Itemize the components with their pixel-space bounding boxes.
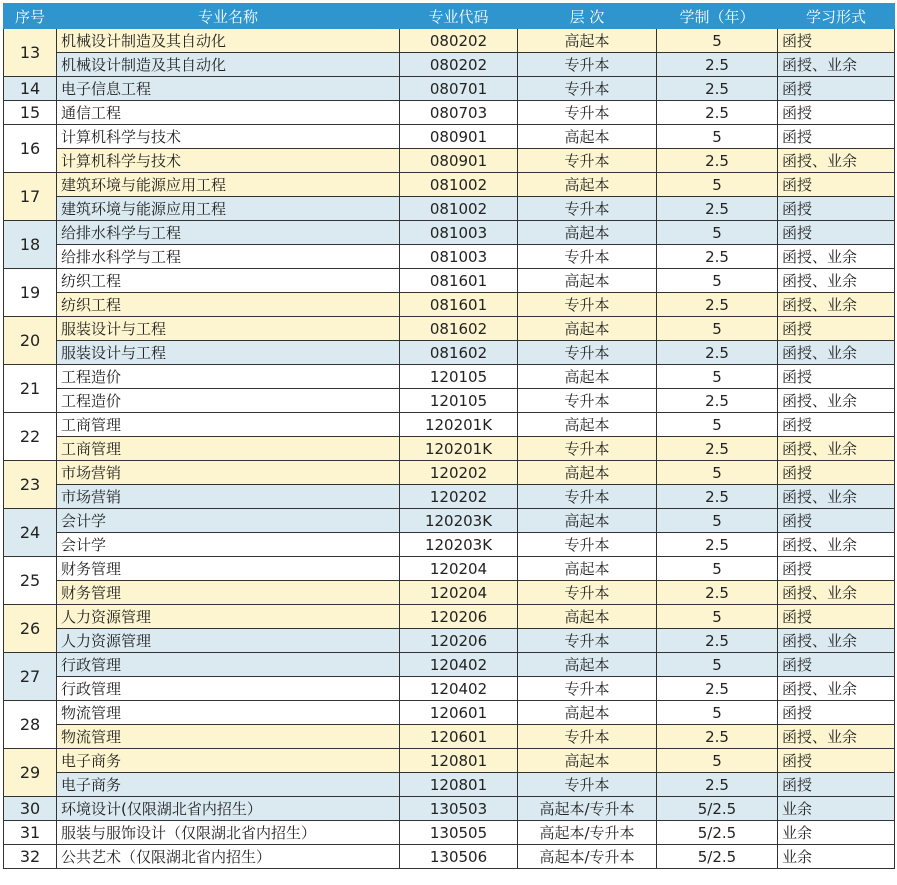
level: 专升本 — [518, 677, 657, 701]
table-row — [4, 389, 895, 413]
level: 专升本 — [518, 341, 657, 365]
study-form: 函授 — [778, 365, 895, 389]
major-name: 市场营销 — [57, 461, 400, 485]
major-code: 120801 — [400, 749, 518, 773]
header-study-form: 学习形式 — [778, 4, 895, 29]
level: 高起本/专升本 — [518, 797, 657, 821]
major-code: 120402 — [400, 653, 518, 677]
header-major-name: 专业名称 — [57, 4, 400, 29]
duration: 2.5 — [657, 533, 778, 557]
duration: 5 — [657, 221, 778, 245]
table-row — [4, 725, 895, 749]
major-name: 服装与服饰设计（仅限湖北省内招生） — [57, 821, 400, 845]
major-code: 120203K — [400, 509, 518, 533]
major-code: 120801 — [400, 773, 518, 797]
study-form: 函授、业余 — [778, 341, 895, 365]
level: 专升本 — [518, 581, 657, 605]
major-code: 120202 — [400, 485, 518, 509]
level: 高起本 — [518, 29, 657, 53]
study-form: 函授、业余 — [778, 293, 895, 317]
row-number: 26 — [4, 605, 57, 653]
duration: 5/2.5 — [657, 821, 778, 845]
duration: 2.5 — [657, 293, 778, 317]
study-form: 函授、业余 — [778, 269, 895, 293]
major-code: 130505 — [400, 821, 518, 845]
major-name: 财务管理 — [57, 557, 400, 581]
level: 高起本 — [518, 317, 657, 341]
duration: 5 — [657, 413, 778, 437]
duration: 2.5 — [657, 485, 778, 509]
major-name: 电子商务 — [57, 773, 400, 797]
table-row — [4, 749, 895, 773]
table-row — [4, 773, 895, 797]
study-form: 函授、业余 — [778, 437, 895, 461]
duration: 5/2.5 — [657, 845, 778, 869]
table-row — [4, 77, 895, 101]
duration: 2.5 — [657, 581, 778, 605]
row-number: 17 — [4, 173, 57, 221]
study-form: 函授、业余 — [778, 149, 895, 173]
level: 高起本/专升本 — [518, 845, 657, 869]
major-name: 给排水科学与工程 — [57, 221, 400, 245]
duration: 5/2.5 — [657, 797, 778, 821]
duration: 2.5 — [657, 149, 778, 173]
level: 专升本 — [518, 629, 657, 653]
duration: 5 — [657, 557, 778, 581]
table-row — [4, 365, 895, 389]
duration: 5 — [657, 605, 778, 629]
duration: 5 — [657, 509, 778, 533]
row-number: 20 — [4, 317, 57, 365]
major-code: 120201K — [400, 413, 518, 437]
study-form: 函授 — [778, 317, 895, 341]
duration: 5 — [657, 29, 778, 53]
major-code: 080901 — [400, 149, 518, 173]
table-row — [4, 341, 895, 365]
study-form: 函授、业余 — [778, 53, 895, 77]
major-code: 120601 — [400, 725, 518, 749]
duration: 5 — [657, 125, 778, 149]
study-form: 函授 — [778, 29, 895, 53]
table-row — [4, 629, 895, 653]
table-row — [4, 269, 895, 293]
major-name: 纺织工程 — [57, 269, 400, 293]
row-number: 24 — [4, 509, 57, 557]
study-form: 函授 — [778, 461, 895, 485]
study-form: 函授 — [778, 413, 895, 437]
major-name: 计算机科学与技术 — [57, 149, 400, 173]
header-level: 层 次 — [518, 4, 657, 29]
study-form: 函授 — [778, 77, 895, 101]
major-name: 计算机科学与技术 — [57, 125, 400, 149]
table-row — [4, 821, 895, 845]
duration: 2.5 — [657, 773, 778, 797]
duration: 2.5 — [657, 437, 778, 461]
row-number: 19 — [4, 269, 57, 317]
header-row — [4, 4, 895, 29]
major-code: 120202 — [400, 461, 518, 485]
study-form: 函授、业余 — [778, 389, 895, 413]
table-row — [4, 53, 895, 77]
row-number: 28 — [4, 701, 57, 749]
study-form: 业余 — [778, 845, 895, 869]
table-row — [4, 437, 895, 461]
major-name: 行政管理 — [57, 677, 400, 701]
row-number: 21 — [4, 365, 57, 413]
level: 专升本 — [518, 101, 657, 125]
level: 高起本 — [518, 749, 657, 773]
study-form: 业余 — [778, 821, 895, 845]
level: 高起本 — [518, 557, 657, 581]
duration: 5 — [657, 317, 778, 341]
study-form: 函授、业余 — [778, 485, 895, 509]
major-name: 工商管理 — [57, 413, 400, 437]
table-row — [4, 221, 895, 245]
major-code: 130503 — [400, 797, 518, 821]
duration: 5 — [657, 653, 778, 677]
row-number: 27 — [4, 653, 57, 701]
row-number: 30 — [4, 797, 57, 821]
level: 高起本 — [518, 653, 657, 677]
row-number: 22 — [4, 413, 57, 461]
level: 专升本 — [518, 773, 657, 797]
major-code: 120206 — [400, 629, 518, 653]
duration: 5 — [657, 749, 778, 773]
major-name: 机械设计制造及其自动化 — [57, 29, 400, 53]
study-form: 函授 — [778, 173, 895, 197]
row-number: 23 — [4, 461, 57, 509]
row-number: 15 — [4, 101, 57, 125]
major-name: 纺织工程 — [57, 293, 400, 317]
level: 专升本 — [518, 533, 657, 557]
major-name: 工商管理 — [57, 437, 400, 461]
major-name: 电子信息工程 — [57, 77, 400, 101]
duration: 2.5 — [657, 101, 778, 125]
row-number: 13 — [4, 29, 57, 77]
study-form: 函授、业余 — [778, 245, 895, 269]
table-row — [4, 413, 895, 437]
table-row — [4, 797, 895, 821]
duration: 2.5 — [657, 77, 778, 101]
study-form: 函授 — [778, 557, 895, 581]
major-name: 市场营销 — [57, 485, 400, 509]
major-code: 081003 — [400, 221, 518, 245]
row-number: 25 — [4, 557, 57, 605]
level: 高起本 — [518, 221, 657, 245]
table-row — [4, 293, 895, 317]
row-number: 32 — [4, 845, 57, 869]
level: 专升本 — [518, 389, 657, 413]
table-row — [4, 173, 895, 197]
major-code: 120402 — [400, 677, 518, 701]
major-code: 081002 — [400, 173, 518, 197]
duration: 5 — [657, 701, 778, 725]
duration: 2.5 — [657, 629, 778, 653]
major-name: 会计学 — [57, 509, 400, 533]
row-number: 18 — [4, 221, 57, 269]
duration: 2.5 — [657, 245, 778, 269]
major-code: 081601 — [400, 293, 518, 317]
major-name: 服装设计与工程 — [57, 341, 400, 365]
major-code: 120206 — [400, 605, 518, 629]
duration: 2.5 — [657, 677, 778, 701]
major-name: 建筑环境与能源应用工程 — [57, 197, 400, 221]
major-name: 人力资源管理 — [57, 629, 400, 653]
major-name: 通信工程 — [57, 101, 400, 125]
table-row — [4, 125, 895, 149]
level: 专升本 — [518, 725, 657, 749]
study-form: 函授 — [778, 101, 895, 125]
major-name: 人力资源管理 — [57, 605, 400, 629]
major-code: 120601 — [400, 701, 518, 725]
study-form: 函授、业余 — [778, 725, 895, 749]
table-row — [4, 605, 895, 629]
table-row — [4, 485, 895, 509]
level: 高起本/专升本 — [518, 821, 657, 845]
duration: 2.5 — [657, 725, 778, 749]
major-code: 080901 — [400, 125, 518, 149]
level: 高起本 — [518, 605, 657, 629]
header-number: 序号 — [4, 4, 57, 29]
study-form: 函授 — [778, 125, 895, 149]
study-form: 函授 — [778, 773, 895, 797]
table-row — [4, 581, 895, 605]
study-form: 函授 — [778, 701, 895, 725]
major-code: 120201K — [400, 437, 518, 461]
table-row — [4, 509, 895, 533]
study-form: 函授、业余 — [778, 629, 895, 653]
header-duration: 学制（年） — [657, 4, 778, 29]
study-form: 函授 — [778, 653, 895, 677]
level: 高起本 — [518, 173, 657, 197]
duration: 2.5 — [657, 53, 778, 77]
level: 高起本 — [518, 701, 657, 725]
row-number: 31 — [4, 821, 57, 845]
major-name: 行政管理 — [57, 653, 400, 677]
table-body — [4, 29, 895, 869]
major-code: 080701 — [400, 77, 518, 101]
major-name: 环境设计(仅限湖北省内招生） — [57, 797, 400, 821]
level: 专升本 — [518, 149, 657, 173]
duration: 2.5 — [657, 389, 778, 413]
major-code: 120105 — [400, 365, 518, 389]
table-row — [4, 29, 895, 53]
major-name: 服装设计与工程 — [57, 317, 400, 341]
major-code: 120204 — [400, 557, 518, 581]
duration: 5 — [657, 365, 778, 389]
level: 专升本 — [518, 485, 657, 509]
level: 专升本 — [518, 437, 657, 461]
study-form: 函授 — [778, 605, 895, 629]
major-name: 工程造价 — [57, 389, 400, 413]
table-row — [4, 533, 895, 557]
duration: 2.5 — [657, 341, 778, 365]
major-name: 财务管理 — [57, 581, 400, 605]
level: 高起本 — [518, 509, 657, 533]
majors-table — [3, 3, 895, 869]
header-major-code: 专业代码 — [400, 4, 518, 29]
major-code: 080202 — [400, 53, 518, 77]
major-name: 机械设计制造及其自动化 — [57, 53, 400, 77]
major-code: 081602 — [400, 341, 518, 365]
row-number: 14 — [4, 77, 57, 101]
table-row — [4, 845, 895, 869]
major-code: 080202 — [400, 29, 518, 53]
level: 高起本 — [518, 125, 657, 149]
table-row — [4, 461, 895, 485]
study-form: 函授 — [778, 197, 895, 221]
major-name: 电子商务 — [57, 749, 400, 773]
level: 专升本 — [518, 293, 657, 317]
major-code: 081003 — [400, 245, 518, 269]
duration: 5 — [657, 269, 778, 293]
study-form: 业余 — [778, 797, 895, 821]
study-form: 函授 — [778, 749, 895, 773]
level: 专升本 — [518, 53, 657, 77]
major-code: 120203K — [400, 533, 518, 557]
major-name: 公共艺术（仅限湖北省内招生） — [57, 845, 400, 869]
table-row — [4, 149, 895, 173]
major-code: 120105 — [400, 389, 518, 413]
study-form: 函授 — [778, 509, 895, 533]
table-row — [4, 653, 895, 677]
duration: 5 — [657, 173, 778, 197]
major-name: 建筑环境与能源应用工程 — [57, 173, 400, 197]
table-row — [4, 677, 895, 701]
study-form: 函授、业余 — [778, 677, 895, 701]
major-name: 工程造价 — [57, 365, 400, 389]
table-row — [4, 557, 895, 581]
study-form: 函授 — [778, 221, 895, 245]
major-code: 130506 — [400, 845, 518, 869]
table-row — [4, 701, 895, 725]
level: 高起本 — [518, 413, 657, 437]
table-row — [4, 197, 895, 221]
study-form: 函授、业余 — [778, 533, 895, 557]
major-code: 080703 — [400, 101, 518, 125]
level: 专升本 — [518, 245, 657, 269]
major-code: 081601 — [400, 269, 518, 293]
table-row — [4, 317, 895, 341]
major-name: 给排水科学与工程 — [57, 245, 400, 269]
table-row — [4, 245, 895, 269]
row-number: 29 — [4, 749, 57, 797]
duration: 2.5 — [657, 197, 778, 221]
level: 高起本 — [518, 461, 657, 485]
major-name: 物流管理 — [57, 725, 400, 749]
major-code: 081002 — [400, 197, 518, 221]
major-code: 081602 — [400, 317, 518, 341]
level: 高起本 — [518, 269, 657, 293]
duration: 5 — [657, 461, 778, 485]
level: 专升本 — [518, 197, 657, 221]
major-code: 120204 — [400, 581, 518, 605]
row-number: 16 — [4, 125, 57, 173]
major-name: 物流管理 — [57, 701, 400, 725]
level: 高起本 — [518, 365, 657, 389]
table-row — [4, 101, 895, 125]
study-form: 函授、业余 — [778, 581, 895, 605]
major-name: 会计学 — [57, 533, 400, 557]
level: 专升本 — [518, 77, 657, 101]
